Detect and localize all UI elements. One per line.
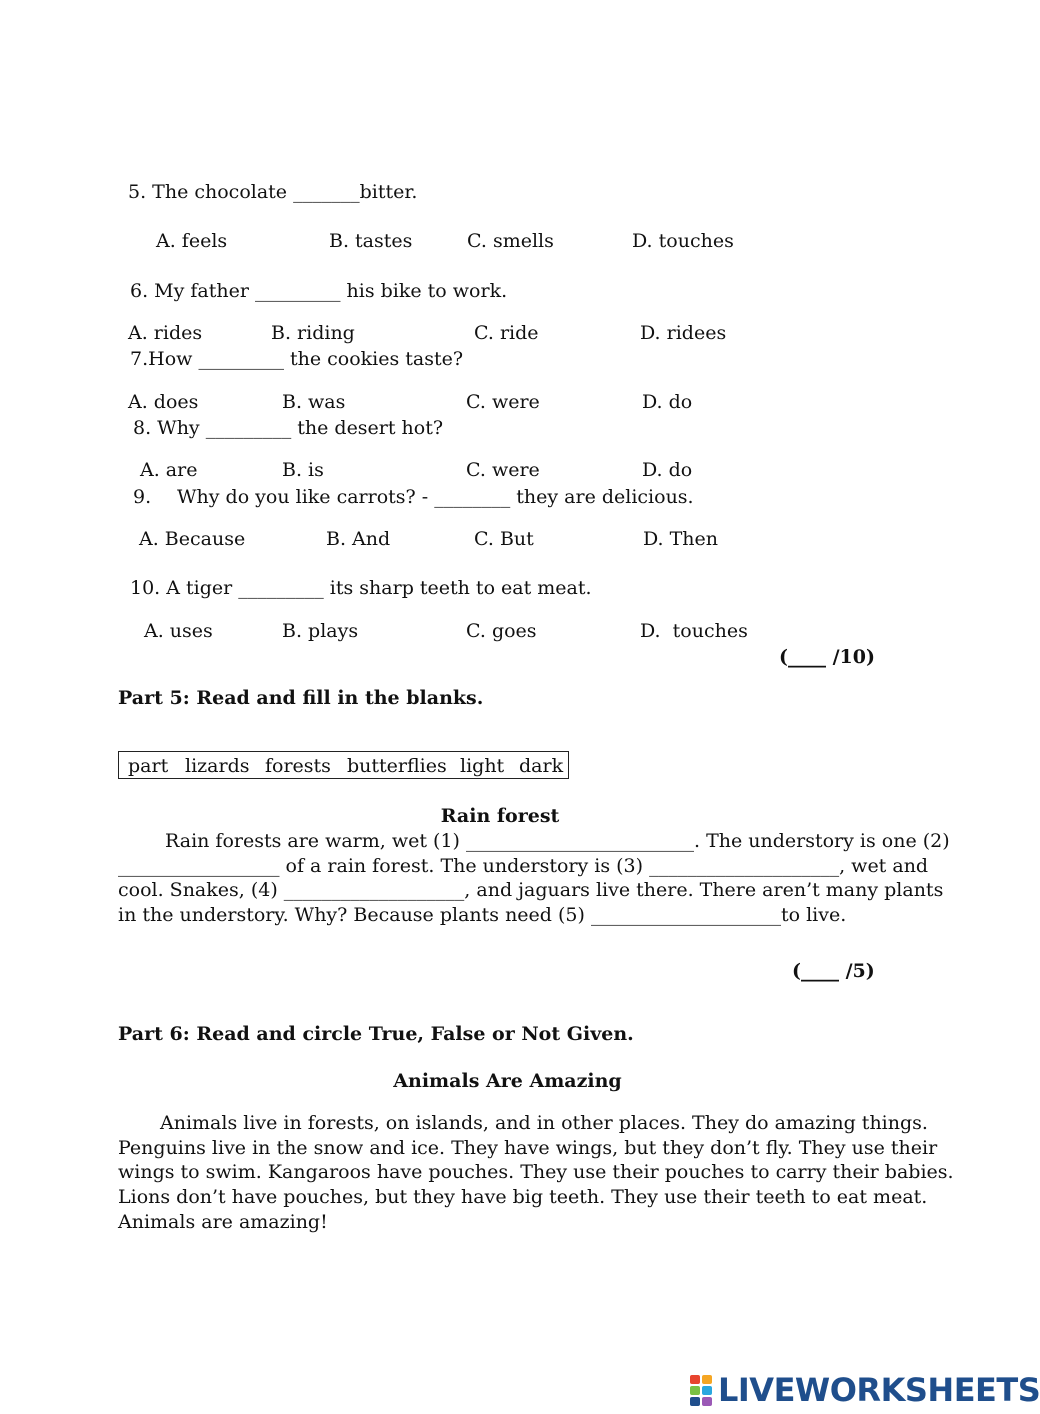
q8-option-d[interactable]: D. do: [642, 459, 693, 481]
part5-heading: Part 5: Read and fill in the blanks.: [118, 687, 484, 709]
rain-forest-passage: [118, 829, 950, 928]
passage-line: cool. Snakes, (4) ___________________, and jaguars live there. There aren’t many plants: [118, 879, 944, 902]
q6-option-a[interactable]: A. rides: [128, 322, 203, 344]
q6-option-c[interactable]: C. ride: [474, 322, 539, 344]
question-9-stem: Why do you like carrots? - ________ they are delicious.: [177, 486, 694, 508]
passage-line: Animals are amazing!: [118, 1210, 328, 1233]
q7-option-d[interactable]: D. do: [642, 391, 693, 413]
passage-line: Rain forests are warm, wet (1) ________________________. The understory is one (2): [165, 830, 950, 852]
word-box-item: butterflies: [347, 755, 447, 777]
q10-option-b[interactable]: B. plays: [282, 620, 359, 642]
animals-title: Animals Are Amazing: [393, 1070, 622, 1092]
question-7-stem: 7.How _________ the cookies taste?: [130, 348, 464, 370]
q8-option-c[interactable]: C. were: [466, 459, 540, 481]
q10-option-c[interactable]: C. goes: [466, 620, 537, 642]
q7-option-b[interactable]: B. was: [282, 391, 346, 413]
q9-option-d[interactable]: D. Then: [643, 528, 719, 550]
q5-option-b[interactable]: B. tastes: [329, 230, 413, 252]
q6-option-d[interactable]: D. ridees: [640, 322, 727, 344]
passage-line: _________________ of a rain forest. The understory is (3) ____________________, wet and: [118, 854, 929, 877]
animals-passage: [118, 1111, 954, 1235]
passage-line: Animals live in forests, on islands, and in other places. They do amazing things.: [160, 1112, 928, 1134]
q8-option-a[interactable]: A. are: [140, 459, 198, 481]
q5-option-c[interactable]: C. smells: [467, 230, 554, 252]
part6-heading: Part 6: Read and circle True, False or Not Given.: [118, 1023, 634, 1045]
passage-line: Penguins live in the snow and ice. They have wings, but they don’t fly. They use their: [118, 1136, 938, 1159]
question-5-stem: 5. The chocolate _______bitter.: [128, 181, 418, 203]
liveworksheets-logo-icon: [690, 1375, 714, 1405]
q5-option-d[interactable]: D. touches: [632, 230, 734, 252]
rain-forest-title: Rain forest: [440, 805, 560, 827]
q9-option-a[interactable]: A. Because: [139, 528, 246, 550]
question-9-number: 9.: [133, 486, 152, 508]
passage-line: Lions don’t have pouches, but they have big teeth. They use their teeth to eat meat.: [118, 1186, 928, 1209]
word-box-item: lizards: [185, 755, 250, 777]
q7-option-c[interactable]: C. were: [466, 391, 540, 413]
passage-line: in the understory. Why? Because plants need (5) ____________________to live.: [118, 904, 847, 927]
word-box-item: light: [460, 755, 505, 777]
part5-score: (____ /5): [792, 960, 875, 982]
word-box: [118, 751, 569, 779]
question-10-stem: 10. A tiger _________ its sharp teeth to eat meat.: [130, 577, 592, 599]
question-8-stem: 8. Why _________ the desert hot?: [133, 417, 444, 439]
word-box-item: dark: [519, 755, 564, 777]
q7-option-a[interactable]: A. does: [128, 391, 199, 413]
q9-option-c[interactable]: C. But: [474, 528, 534, 550]
q10-option-a[interactable]: A. uses: [144, 620, 213, 642]
q5-option-a[interactable]: A. feels: [156, 230, 228, 252]
word-box-item: part: [128, 755, 169, 777]
q9-option-b[interactable]: B. And: [326, 528, 391, 550]
q6-option-b[interactable]: B. riding: [271, 322, 355, 344]
passage-line: wings to swim. Kangaroos have pouches. They use their pouches to carry their babies.: [118, 1161, 954, 1184]
brand-name: LIVEWORKSHEETS: [718, 1371, 1040, 1409]
q10-option-d[interactable]: D. touches: [640, 620, 748, 642]
q8-option-b[interactable]: B. is: [282, 459, 324, 481]
part4-score: (____ /10): [779, 646, 875, 668]
word-box-item: forests: [265, 755, 331, 777]
question-6-stem: 6. My father _________ his bike to work.: [130, 280, 508, 302]
liveworksheets-logo[interactable]: [690, 1372, 1040, 1408]
